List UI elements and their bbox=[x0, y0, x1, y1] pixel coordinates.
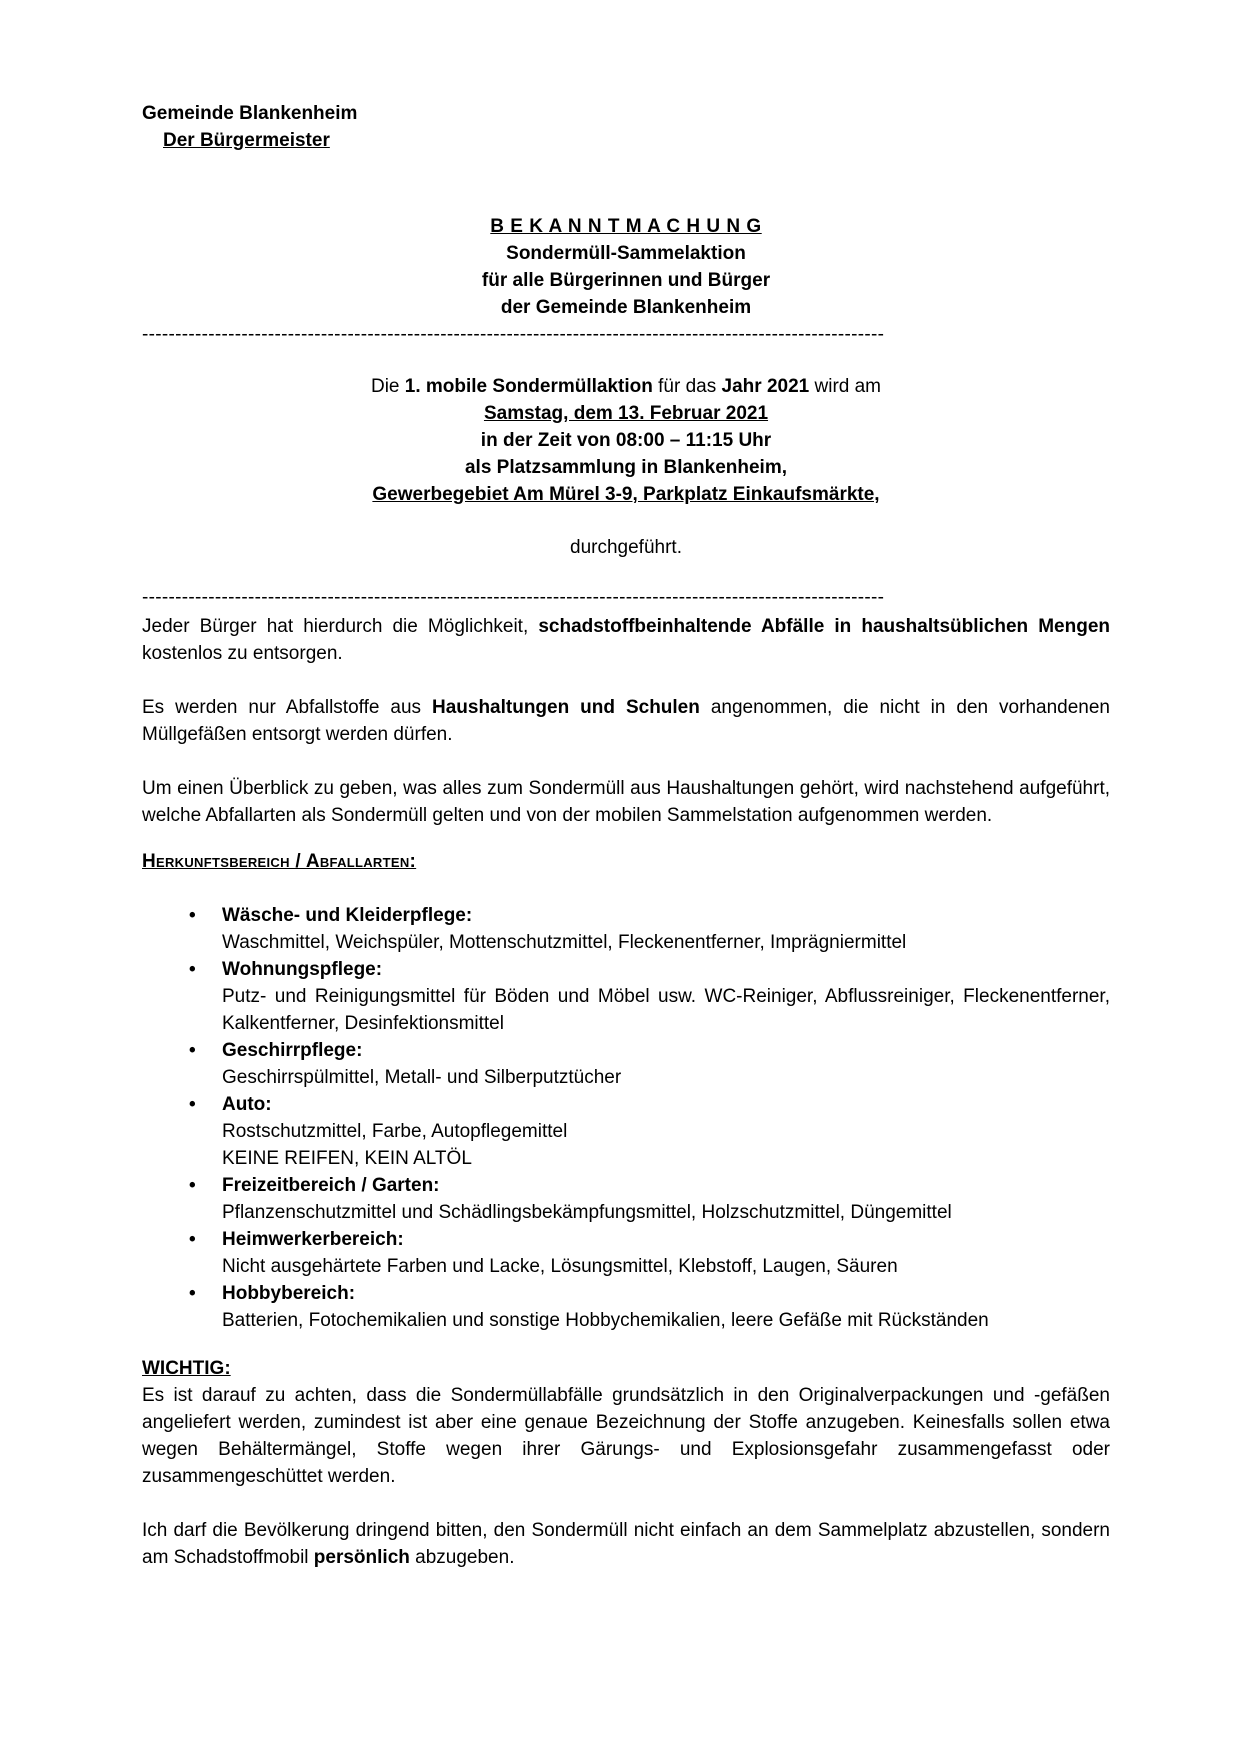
list-item-detail: Pflanzenschutzmittel und Schädlingsbekämpfungsmittel, Holzschutzmittel, Düngemittel bbox=[222, 1202, 952, 1223]
subtitle-line-2: für alle Bürgerinnen und Bürger bbox=[481, 270, 771, 291]
mayor-title: Der Bürgermeister bbox=[163, 130, 330, 151]
important-paragraph: Es ist darauf zu achten, dass die Sondermüllabfälle grundsätzlich in den Originalverpackungen und -gefäßen angeliefert werden, zumindest ist aber eine genaue Bezeichnung der Stoffe anzugeben. Keinesfalls sollen etwa wegen Behältermängel, Stoffe wegen ihrer Gärungs- und Explosionsgefahr zusammengefasst oder zusammengeschüttet werden. bbox=[142, 1385, 1110, 1487]
announcement-subtitle bbox=[142, 240, 1110, 321]
list-item-detail: Rostschutzmittel, Farbe, Autopflegemittel bbox=[222, 1121, 568, 1142]
list-item-label: Freizeitbereich / Garten: bbox=[222, 1175, 440, 1196]
bullet-icon: • bbox=[189, 1229, 196, 1250]
list-item-label: Geschirrpflege: bbox=[222, 1040, 363, 1061]
list-item-home-care bbox=[142, 956, 1110, 1037]
bullet-icon: • bbox=[189, 1040, 196, 1061]
dashed-divider-middle: ---------------------------------------------------------------------------------------------------------------- bbox=[142, 587, 885, 608]
closing-paragraph: Ich darf die Bevölkerung dringend bitten, den Sondermüll nicht einfach an dem Sammelplatz abzustellen, sondern am Schadstoffmobil persönlich abzugeben. bbox=[142, 1520, 1110, 1568]
list-item-detail: Putz- und Reinigungsmittel für Böden und Möbel usw. WC-Reiniger, Abflussreiniger, Fleckenentferner, Kalkentferner, Desinfektionsmittel bbox=[222, 986, 1110, 1034]
list-item-label: Auto: bbox=[222, 1094, 272, 1115]
intro-line: Die 1. mobile Sondermüllaktion für das Jahr 2021 wird am bbox=[370, 376, 882, 397]
bullet-icon: • bbox=[189, 1175, 196, 1196]
dashed-divider-top: ---------------------------------------------------------------------------------------------------------------- bbox=[142, 324, 885, 345]
list-item-label: Wohnungspflege: bbox=[222, 959, 383, 980]
event-time: in der Zeit von 08:00 – 11:15 Uhr bbox=[480, 430, 772, 451]
list-item-leisure-garden bbox=[142, 1172, 1110, 1226]
paragraph-disposal: Jeder Bürger hat hierdurch die Möglichkeit, schadstoffbeinhaltende Abfälle in haushaltsüblichen Mengen kostenlos zu entsorgen. bbox=[142, 616, 1110, 664]
list-item-diy bbox=[142, 1226, 1110, 1280]
list-item-label: Hobbybereich: bbox=[222, 1283, 356, 1304]
bullet-icon: • bbox=[189, 905, 196, 926]
list-item-detail: KEINE REIFEN, KEIN ALTÖL bbox=[222, 1148, 472, 1169]
waste-categories-list bbox=[142, 902, 1110, 1334]
list-item-hobby bbox=[142, 1280, 1110, 1334]
event-date: Samstag, dem 13. Februar 2021 bbox=[483, 403, 769, 424]
event-location-block bbox=[142, 454, 1110, 508]
important-heading: WICHTIG: bbox=[142, 1358, 231, 1379]
conducted-line: durchgeführt. bbox=[570, 537, 682, 558]
event-location-line-1: als Platzsammlung in Blankenheim, bbox=[464, 457, 788, 478]
subtitle-line-3: der Gemeinde Blankenheim bbox=[500, 297, 752, 318]
announcement-title: B E K A N N T M A C H U N G bbox=[490, 216, 762, 237]
list-item-dishes bbox=[142, 1037, 1110, 1091]
paragraph-overview: Um einen Überblick zu geben, was alles zum Sondermüll aus Haushaltungen gehört, wird nachstehend aufgeführt, welche Abfallarten als Sondermüll gelten und von der mobilen Sammelstation aufgenommen werden. bbox=[142, 778, 1110, 826]
list-item-detail: Batterien, Fotochemikalien und sonstige Hobbychemikalien, leere Gefäße mit Rückständen bbox=[222, 1310, 989, 1331]
event-date-block bbox=[142, 400, 1110, 454]
list-item-detail: Nicht ausgehärtete Farben und Lacke, Lösungsmittel, Klebstoff, Laugen, Säuren bbox=[222, 1256, 898, 1277]
bullet-icon: • bbox=[189, 1283, 196, 1304]
bullet-icon: • bbox=[189, 959, 196, 980]
list-item-detail: Waschmittel, Weichspüler, Mottenschutzmittel, Fleckenentferner, Imprägniermittel bbox=[222, 932, 907, 953]
list-item-car bbox=[142, 1091, 1110, 1172]
subtitle-line-1: Sondermüll-Sammelaktion bbox=[506, 243, 746, 264]
list-item-detail: Geschirrspülmittel, Metall- und Silberputztücher bbox=[222, 1067, 622, 1088]
event-location-line-2: Gewerbegebiet Am Mürel 3-9, Parkplatz Einkaufsmärkte, bbox=[372, 484, 880, 505]
section-heading-waste-types: Herkunftsbereich / Abfallarten: bbox=[142, 851, 417, 872]
list-item-laundry bbox=[142, 902, 1110, 956]
paragraph-accepted-sources: Es werden nur Abfallstoffe aus Haushaltungen und Schulen angenommen, die nicht in den vorhandenen Müllgefäßen entsorgt werden dürfen. bbox=[142, 697, 1110, 745]
bullet-icon: • bbox=[189, 1094, 196, 1115]
list-item-label: Wäsche- und Kleiderpflege: bbox=[222, 905, 473, 926]
document-header bbox=[142, 100, 1110, 154]
list-item-label: Heimwerkerbereich: bbox=[222, 1229, 404, 1250]
municipality-name: Gemeinde Blankenheim bbox=[142, 103, 358, 124]
